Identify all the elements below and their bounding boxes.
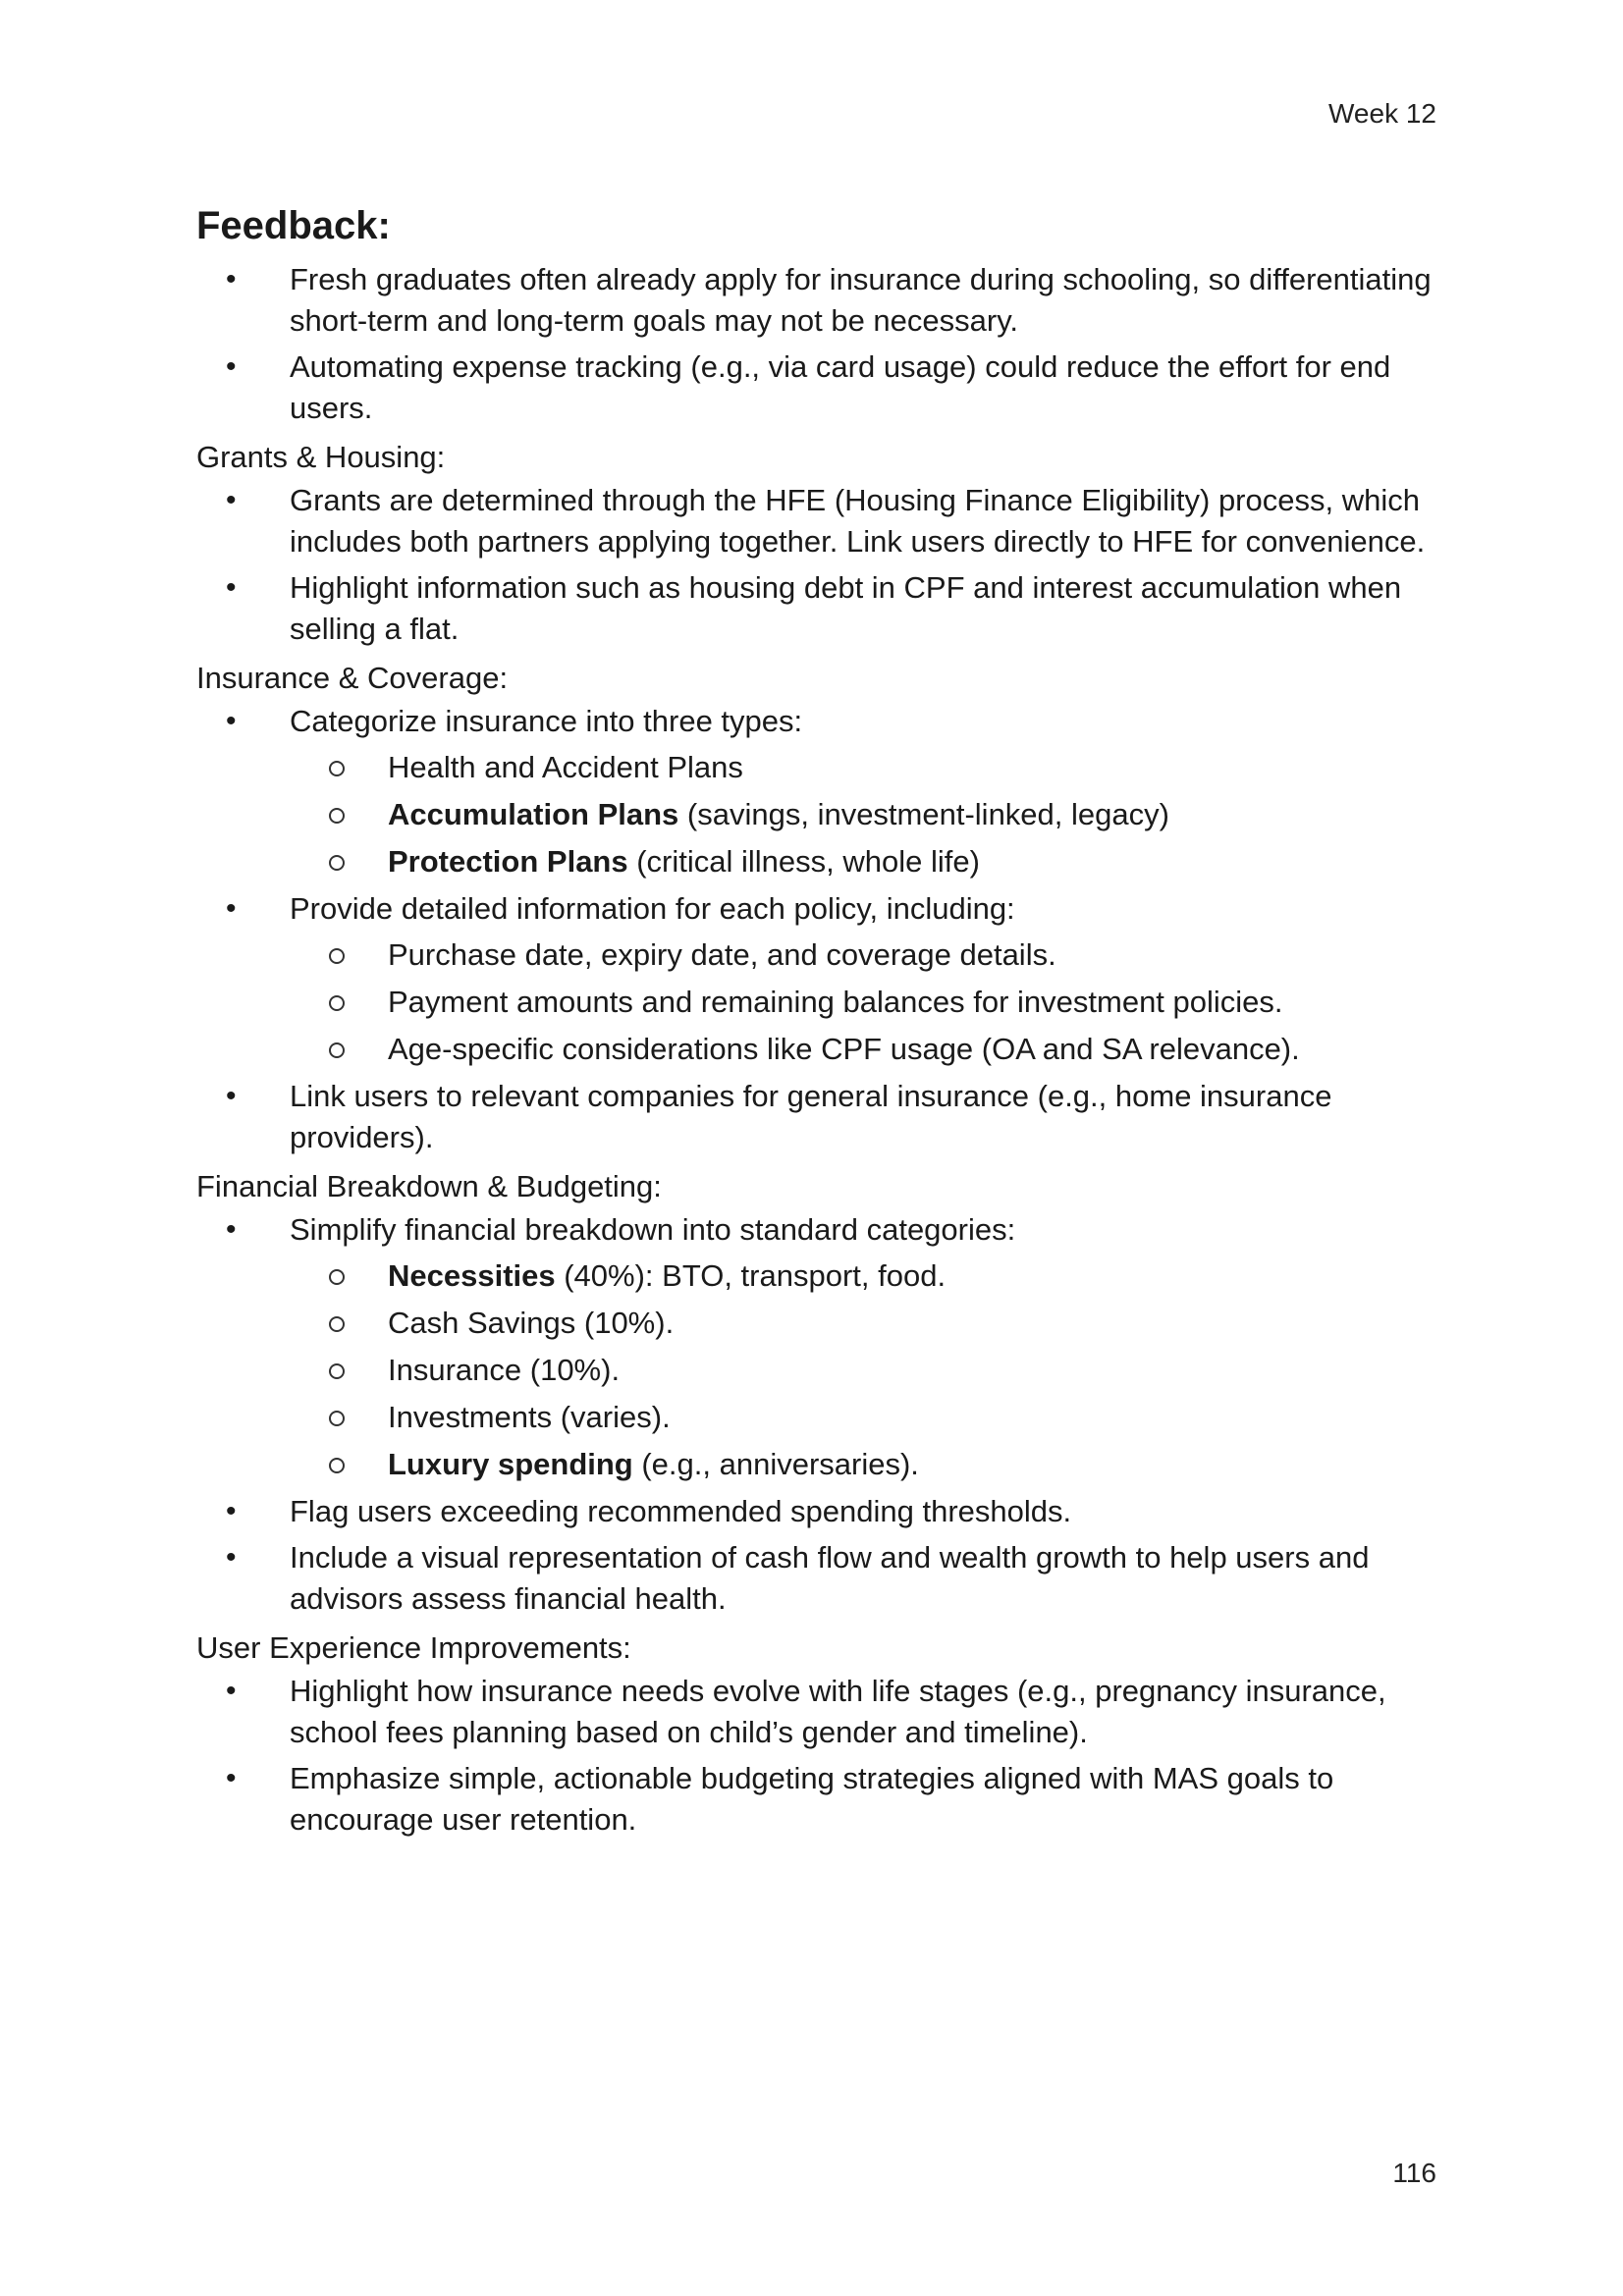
bullet-icon: • — [226, 892, 237, 925]
bullet-icon: • — [226, 1541, 237, 1574]
circle-bullet-icon — [329, 1458, 345, 1473]
bullet-icon: • — [226, 1213, 237, 1246]
running-header: Week 12 — [1328, 98, 1436, 129]
list-item: • Include a visual representation of cash flow and wealth growth to help users and advisors assess financial health. — [196, 1537, 1443, 1620]
circle-bullet-icon — [329, 1411, 345, 1426]
list-item: • Emphasize simple, actionable budgeting strategies aligned with MAS goals to encourage user retention. — [196, 1758, 1443, 1841]
sub-list-item: Protection Plans (critical illness, whole life) — [290, 841, 1443, 882]
section-heading-grants: Grants & Housing: — [196, 440, 446, 474]
list-item: • Link users to relevant companies for general insurance (e.g., home insurance providers). — [196, 1076, 1443, 1158]
bullet-icon: • — [226, 1762, 237, 1794]
page-number: 116 — [1392, 2158, 1436, 2188]
circle-bullet-icon — [329, 761, 345, 776]
bullet-icon: • — [226, 1675, 237, 1707]
bullet-icon: • — [226, 263, 237, 295]
sub-list — [290, 747, 1443, 882]
ux-list — [196, 1671, 1443, 1841]
sub-list-item: Luxury spending (e.g., anniversaries). — [290, 1444, 1443, 1485]
list-item: • Highlight information such as housing debt in CPF and interest accumulation when selling a flat. — [196, 567, 1443, 650]
bullet-icon: • — [226, 1080, 237, 1112]
financial-list — [196, 1209, 1443, 1620]
circle-bullet-icon — [329, 1363, 345, 1379]
circle-bullet-icon — [329, 1316, 345, 1332]
page-content — [196, 196, 1443, 1845]
list-item: • Fresh graduates often already apply for insurance during schooling, so differentiating short-term and long-term goals may not be necessary. — [196, 259, 1443, 342]
page-title: Feedback: — [196, 204, 391, 247]
section-heading-ux: User Experience Improvements: — [196, 1630, 631, 1665]
circle-bullet-icon — [329, 995, 345, 1011]
intro-list — [196, 259, 1443, 429]
circle-bullet-icon — [329, 808, 345, 824]
sub-list-item: Cash Savings (10%). — [290, 1303, 1443, 1344]
circle-bullet-icon — [329, 948, 345, 964]
list-item: • Categorize insurance into three types: Health and Accident Plans Accumulation Plans (savings, investment-linked, legacy) Protection Plans (critical illness, whole life) — [196, 701, 1443, 882]
circle-bullet-icon — [329, 855, 345, 871]
sub-list-item: Investments (varies). — [290, 1397, 1443, 1438]
list-item: • Grants are determined through the HFE (Housing Finance Eligibility) process, which includes both partners applying together. Link users directly to HFE for convenience. — [196, 480, 1443, 562]
sub-list — [290, 934, 1443, 1070]
sub-list — [290, 1255, 1443, 1485]
list-item: • Flag users exceeding recommended spending thresholds. — [196, 1491, 1443, 1532]
bullet-icon: • — [226, 484, 237, 516]
sub-list-item: Insurance (10%). — [290, 1350, 1443, 1391]
sub-list-item: Purchase date, expiry date, and coverage details. — [290, 934, 1443, 976]
circle-bullet-icon — [329, 1042, 345, 1058]
section-heading-insurance: Insurance & Coverage: — [196, 661, 509, 695]
bullet-icon: • — [226, 571, 237, 604]
insurance-list — [196, 701, 1443, 1158]
list-item: • Automating expense tracking (e.g., via card usage) could reduce the effort for end users. — [196, 347, 1443, 429]
bullet-icon: • — [226, 1495, 237, 1527]
sub-list-item: Age-specific considerations like CPF usage (OA and SA relevance). — [290, 1029, 1443, 1070]
list-item: • Provide detailed information for each policy, including: Purchase date, expiry date, and coverage details. Payment amounts and remaining balances for investment policies. Age-specific considerations like CPF usage (OA and SA relevance). — [196, 888, 1443, 1070]
sub-list-item: Accumulation Plans (savings, investment-linked, legacy) — [290, 794, 1443, 835]
sub-list-item: Payment amounts and remaining balances for investment policies. — [290, 982, 1443, 1023]
bullet-icon: • — [226, 350, 237, 383]
list-item: • Simplify financial breakdown into standard categories: Necessities (40%): BTO, transport, food. Cash Savings (10%). Insurance (10%). Investments (varies). Luxury spending (e.g., anniversaries). — [196, 1209, 1443, 1485]
list-item: • Highlight how insurance needs evolve with life stages (e.g., pregnancy insurance, school fees planning based on child’s gender and timeline). — [196, 1671, 1443, 1753]
bullet-icon: • — [226, 705, 237, 737]
sub-list-item: Necessities (40%): BTO, transport, food. — [290, 1255, 1443, 1297]
grants-list — [196, 480, 1443, 650]
circle-bullet-icon — [329, 1269, 345, 1285]
sub-list-item: Health and Accident Plans — [290, 747, 1443, 788]
section-heading-financial: Financial Breakdown & Budgeting: — [196, 1169, 662, 1203]
